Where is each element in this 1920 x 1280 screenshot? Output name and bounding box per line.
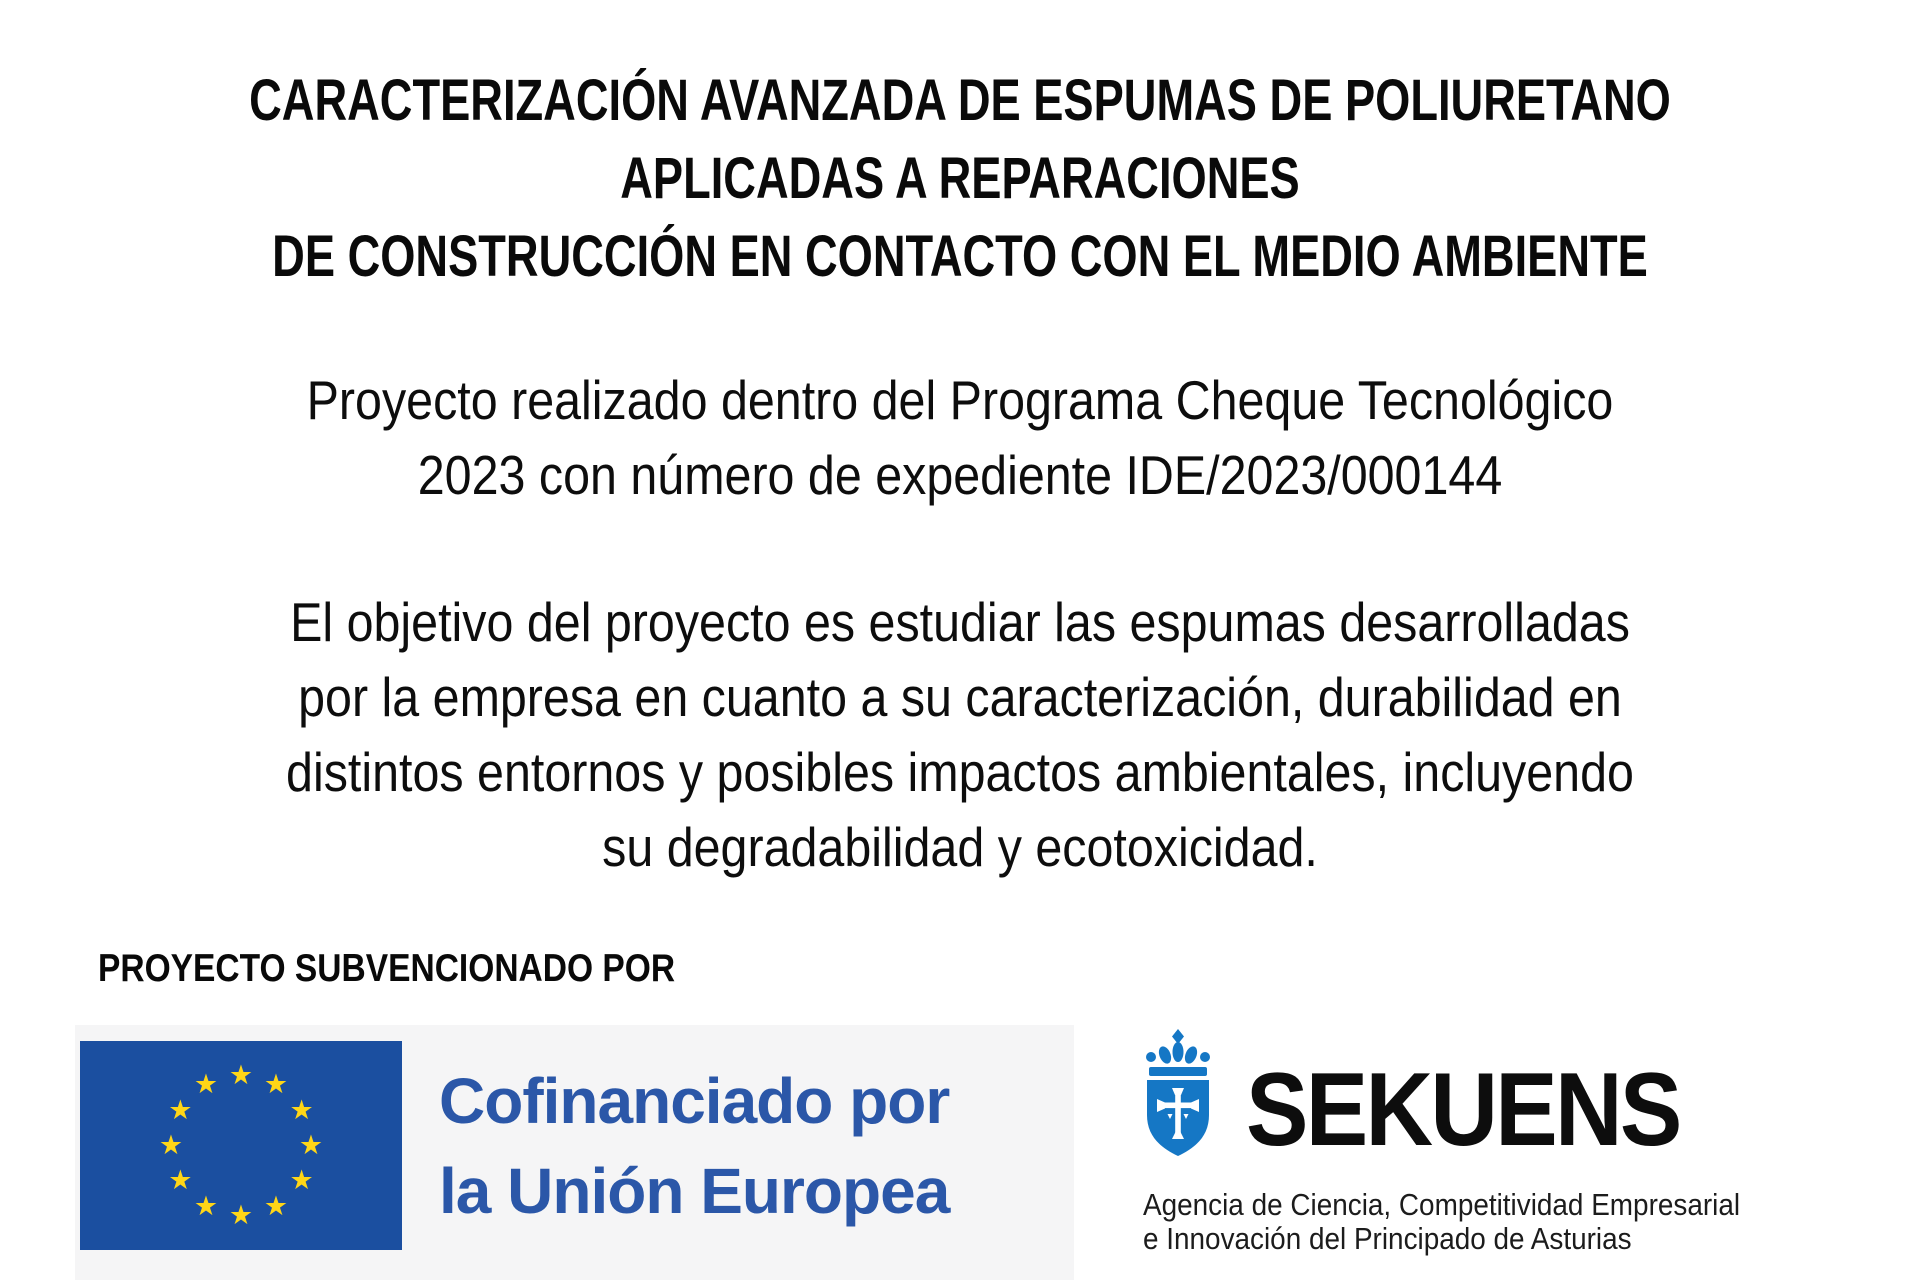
sekuens-tagline-line-1: Agencia de Ciencia, Competitividad Empresarial [1143, 1187, 1741, 1222]
eu-star-icon: ★ [158, 1130, 184, 1160]
eu-star-icon: ★ [228, 1060, 254, 1090]
eu-star-icon: ★ [228, 1200, 254, 1230]
eu-flag [80, 1041, 402, 1250]
eu-star-icon: ★ [193, 1069, 219, 1100]
eu-star-icon: ★ [263, 1069, 289, 1100]
eu-star-icon: ★ [168, 1165, 193, 1195]
paragraph-objective-line-1: El objetivo del proyecto es estudiar las espumas desarrolladas [290, 591, 1630, 653]
eu-star-icon: ★ [289, 1095, 314, 1125]
eu-cofunding-text [439, 1056, 949, 1236]
sekuens-tagline-line-2: e Innovación del Principado de Asturias [1143, 1221, 1632, 1256]
paragraph-program-line-2: 2023 con número de expediente IDE/2023/000144 [417, 444, 1503, 506]
project-title [211, 62, 1709, 296]
paragraph-objective-line-4: su degradabilidad y ecotoxicidad. [602, 816, 1318, 878]
sekuens-wordmark: SEKUENS [1246, 1052, 1680, 1168]
eu-logo [75, 1025, 1074, 1280]
sekuens-tagline [1143, 1188, 1740, 1256]
project-title-line-3: DE CONSTRUCCIÓN EN CONTACTO CON EL MEDIO AMBIENTE [272, 224, 1648, 289]
funding-label: PROYECTO SUBVENCIONADO POR [98, 947, 676, 990]
paragraph-objective-line-3: distintos entornos y posibles impactos ambientales, incluyendo [286, 741, 1634, 803]
paragraph-program-line-1: Proyecto realizado dentro del Programa Cheque Tecnológico [306, 369, 1614, 431]
paragraph-program [115, 363, 1805, 513]
paragraph-objective-line-2: por la empresa en cuanto a su caracterización, durabilidad en [298, 666, 1622, 728]
eu-star-icon: ★ [193, 1190, 219, 1221]
sekuens-crest-icon [1143, 1029, 1213, 1157]
project-title-line-2: APLICADAS A REPARACIONES [620, 146, 1300, 211]
project-title-line-1: CARACTERIZACIÓN AVANZADA DE ESPUMAS DE POLIURETANO [249, 68, 1671, 133]
eu-cofunding-line-1: Cofinanciado por [439, 1065, 950, 1137]
paragraph-objective [115, 585, 1805, 885]
eu-star-icon: ★ [298, 1130, 324, 1160]
eu-star-icon: ★ [168, 1095, 193, 1125]
eu-star-icon: ★ [263, 1190, 289, 1221]
eu-cofunding-line-2: la Unión Europea [439, 1155, 950, 1227]
eu-star-icon: ★ [289, 1165, 314, 1195]
